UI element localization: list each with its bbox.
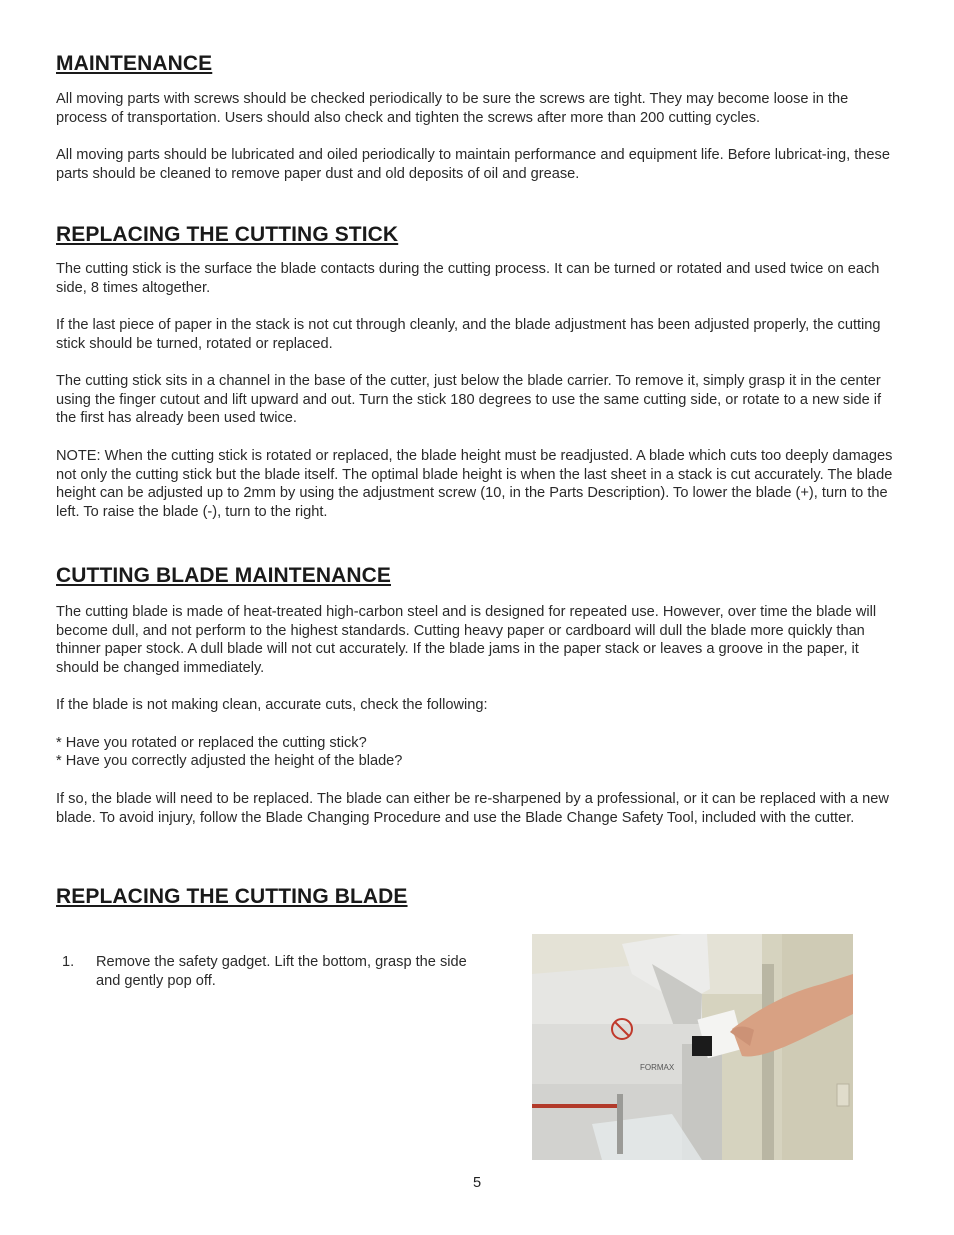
blade-maintenance-paragraph-1: The cutting blade is made of heat-treated high-carbon steel and is designed for repeated use. However, over time the blade will become dull, and not perform to the highest standards. Cutting heavy paper or cardboard will dull the blade more quickly than thinner paper stock. A dull blade will not cut accurately. If the blade jams in the paper stack or leaves a groove in the paper, it should be changed immediately. bbox=[56, 604, 877, 677]
step-1-text: Remove the safety gadget. Lift the bottom, grasp the side and gently pop off. bbox=[96, 954, 467, 989]
maintenance-paragraph-2: All moving parts should be lubricated and oiled periodically to maintain performance and equipment life. Before lubricat-ing, these parts should be cleaned to remove paper dust and old deposits of oil and grease. bbox=[56, 147, 890, 182]
cutting-stick-note: NOTE: When the cutting stick is rotated or replaced, the blade height must be readjusted. A blade which cuts too deeply damages not only the cutting stick but the blade itself. The optimal blade height is when the last sheet in a stack is cut accurately. The blade height can be adjusted up to 2mm by using the adjustment screw (10, in the Parts Description). To lower the blade (+), turn to the left. To raise the blade (-), turn to the right. bbox=[56, 448, 893, 521]
blade-maintenance-paragraph-3: If so, the blade will need to be replaced. The blade can either be re-sharpened by a professional, or it can be replaced with a new blade. To avoid injury, follow the Blade Changing Procedure and use the Blade Change Safety Tool, included with the cutter. bbox=[56, 791, 889, 826]
cutting-stick-paragraph-3: The cutting stick sits in a channel in the base of the cutter, just below the blade carrier. To remove it, simply grasp it in the center using the finger cutout and lift upward and out. Turn the stick 180 degrees to use the same cutting side, or rotate to a new side if the first has already been used twice. bbox=[56, 373, 882, 427]
checklist-item-2: * Have you correctly adjusted the height of the blade? bbox=[56, 753, 403, 769]
heading-cutting-blade-maintenance: CUTTING BLADE MAINTENANCE bbox=[56, 564, 391, 587]
page-number: 5 bbox=[472, 1175, 482, 1191]
cutting-stick-paragraph-1: The cutting stick is the surface the blade contacts during the cutting process. It can be turned or rotated and used twice on each side, 8 times altogether. bbox=[56, 261, 880, 296]
heading-maintenance: MAINTENANCE bbox=[56, 52, 213, 75]
checklist-item-1: * Have you rotated or replaced the cutting stick? bbox=[56, 735, 367, 751]
step-1-number: 1. bbox=[62, 954, 75, 970]
heading-replacing-cutting-blade: REPLACING THE CUTTING BLADE bbox=[56, 885, 408, 908]
heading-replacing-cutting-stick: REPLACING THE CUTTING STICK bbox=[56, 223, 399, 246]
blade-maintenance-paragraph-2: If the blade is not making clean, accurate cuts, check the following: bbox=[56, 697, 488, 713]
maintenance-paragraph-1: All moving parts with screws should be checked periodically to be sure the screws are tight. They may become loose in the process of transportation. Users should also check and tighten the screws after more than 200 cutting cycles. bbox=[56, 91, 849, 126]
cutting-stick-paragraph-2: If the last piece of paper in the stack is not cut through cleanly, and the blade adjustment has been adjusted properly, the cutting stick should be turned, rotated or replaced. bbox=[56, 317, 881, 352]
cutter-safety-gadget-photo bbox=[532, 934, 853, 1160]
photo-brand-label: FORMAX bbox=[640, 1063, 675, 1072]
